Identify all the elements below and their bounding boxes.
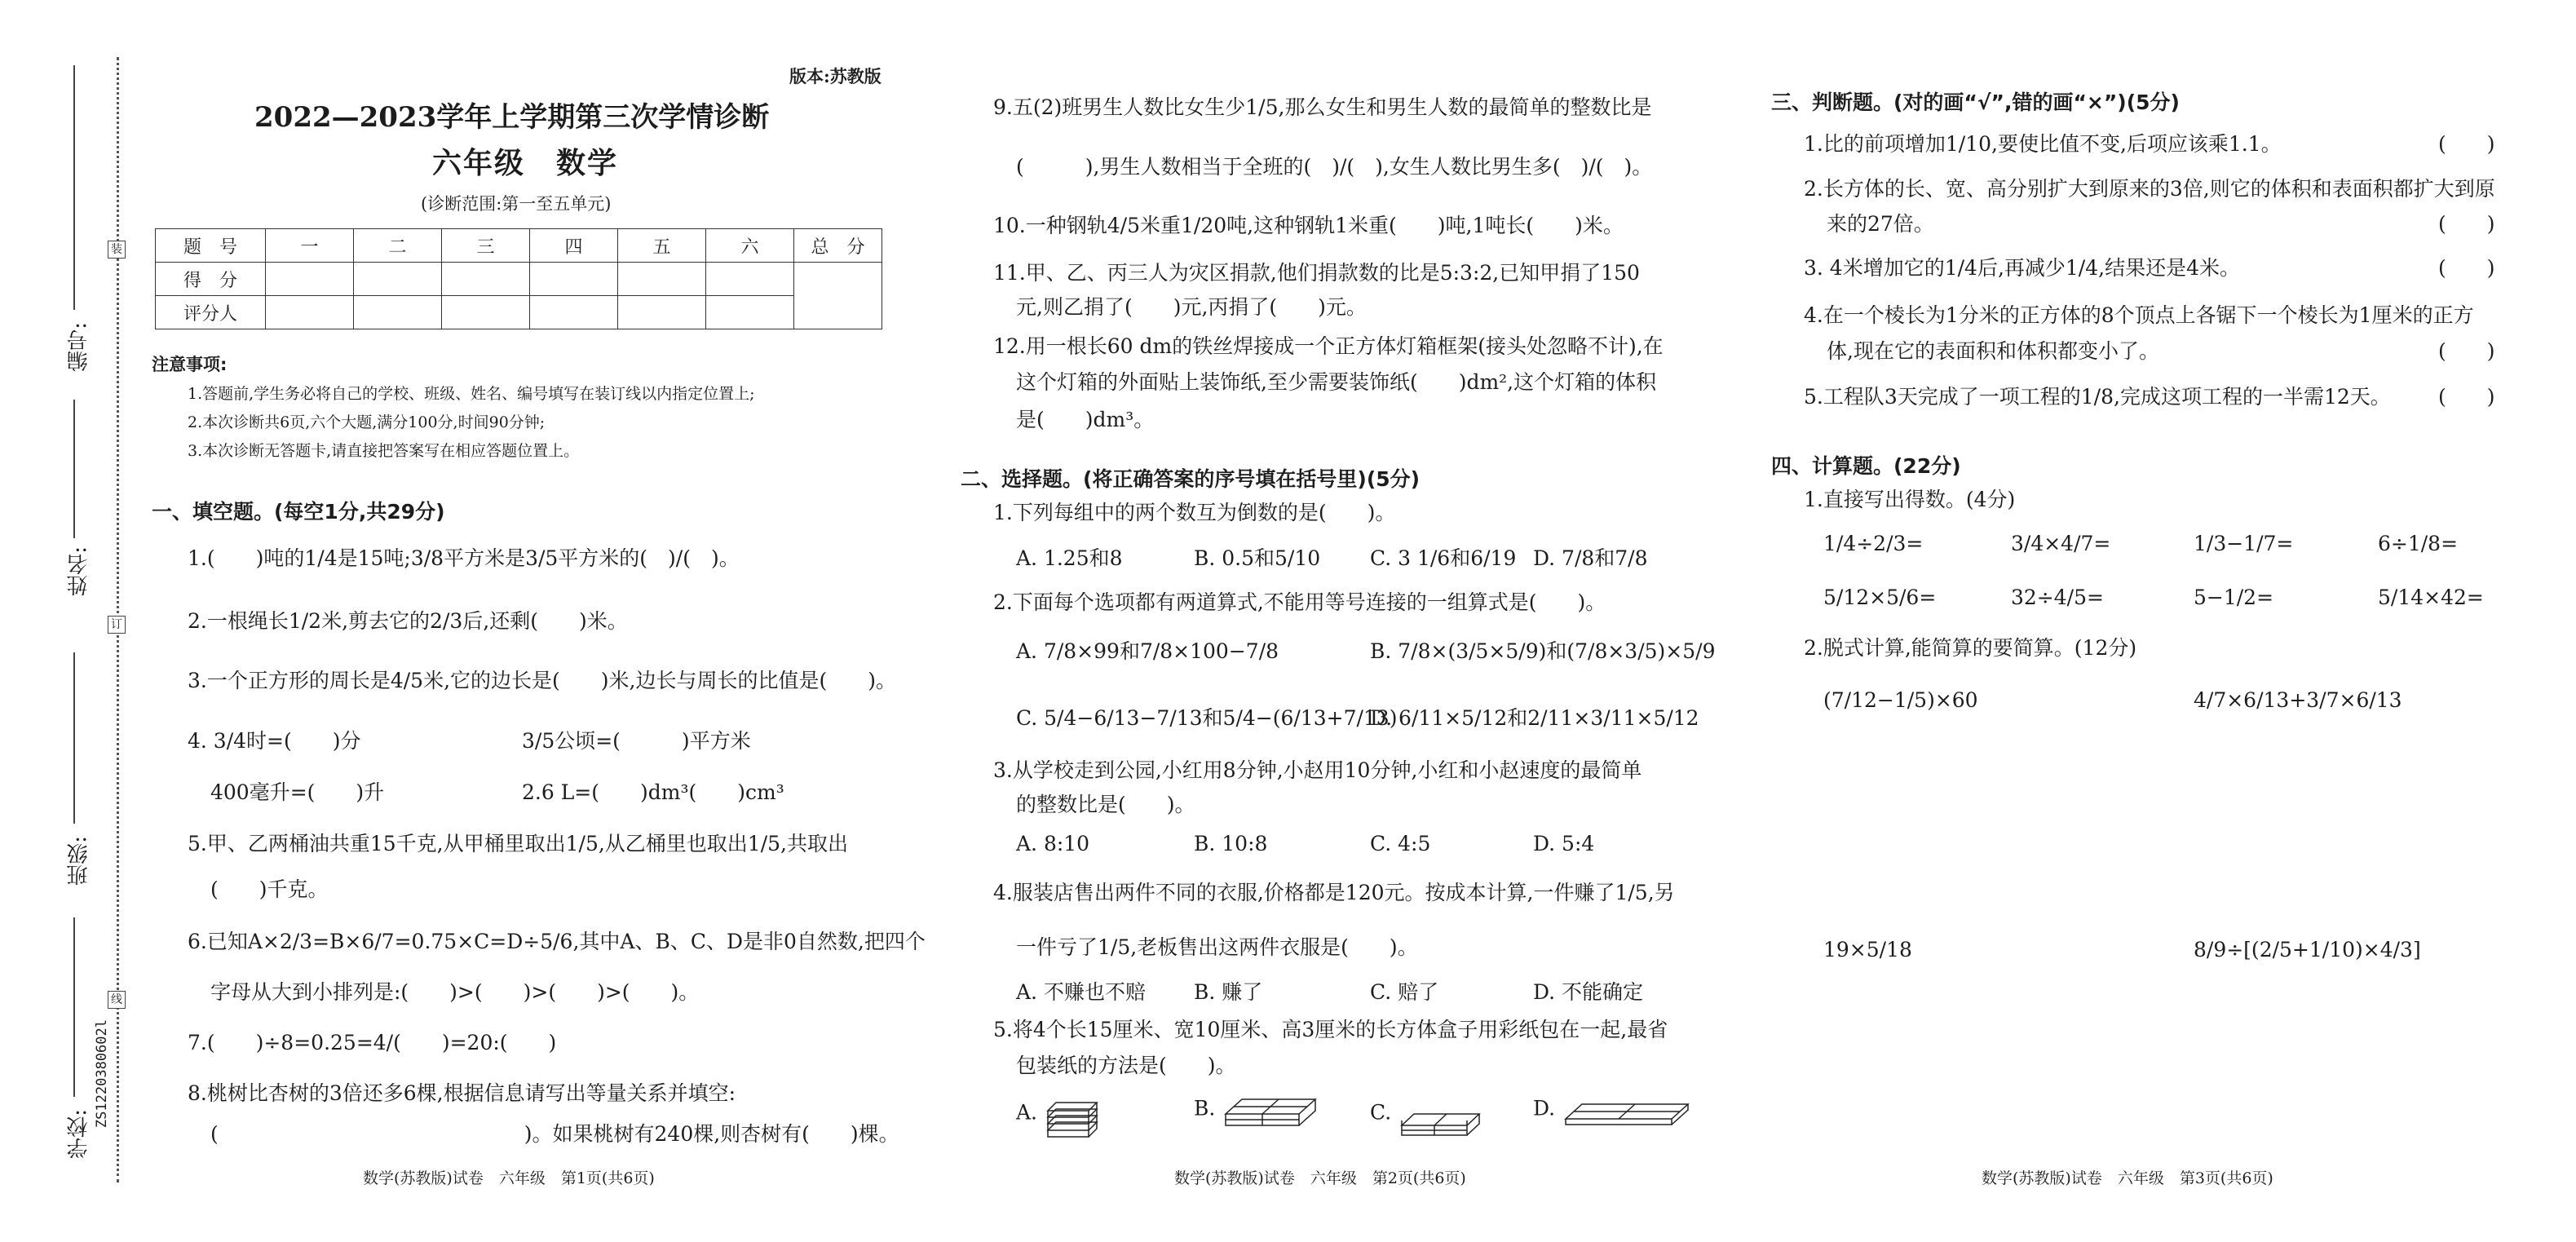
judge2b: 来的27倍。 — [1827, 212, 1934, 236]
choice2-option[interactable]: B. 7/8×(3/5×5/9)和(7/8×3/5)×5/9 — [1370, 639, 1716, 663]
q11a: 11.甲、乙、丙三人为灾区捐款,他们捐款数的比是5:3:2,已知甲捐了150 — [993, 261, 1640, 285]
flat-boxes-icon — [1562, 1090, 1692, 1130]
q11b: 元,则乙捐了( )元,丙捐了( )元。 — [1016, 295, 1367, 319]
binding-school-line[interactable] — [73, 917, 75, 1097]
score-header-cell: 六 — [706, 229, 794, 263]
score-header-cell: 五 — [618, 229, 706, 263]
q7: 7.( )÷8=0.25=4/( )=20:( ) — [188, 1031, 557, 1054]
stacked-boxes-icon — [1044, 1090, 1101, 1138]
judge4-answer[interactable]: ( ) — [2438, 339, 2495, 363]
judge5: 5.工程队3天完成了一项工程的1/8,完成这项工程的一半需12天。 — [1804, 385, 2391, 409]
choice4-option[interactable]: A. 不赚也不赔 — [1016, 980, 1146, 1004]
footer-page2: 数学(苏教版)试卷 六年级 第2页(共6页) — [1174, 1169, 1466, 1187]
version-label: 版本:苏教版 — [789, 66, 881, 86]
score-row-label: 得 分 — [156, 263, 266, 296]
score-header-cell: 题 号 — [156, 229, 266, 263]
binding-name-label: 姓名: — [67, 546, 91, 596]
two-by-two-boxes-icon — [1222, 1090, 1319, 1130]
choice2-option[interactable]: A. 7/8×99和7/8×100−7/8 — [1016, 639, 1279, 663]
judge4a: 4.在一个棱长为1分米的正方体的8个顶点上各锯下一个棱长为1厘米的正方 — [1804, 303, 2474, 327]
judge5-answer[interactable]: ( ) — [2438, 385, 2495, 409]
grader-cell[interactable] — [354, 296, 442, 329]
score-header-cell: 四 — [530, 229, 618, 263]
score-cell[interactable] — [442, 263, 530, 296]
choice1-option[interactable]: C. 3 1/6和6/19 — [1370, 546, 1517, 570]
option-d-label: D. — [1533, 1096, 1556, 1120]
q5a: 5.甲、乙两桶油共重15千克,从甲桶里取出1/5,从乙桶里也取出1/5,共取出 — [188, 832, 848, 855]
choice5a: 5.将4个长15厘米、宽10厘米、高3厘米的长方体盒子用彩纸包在一起,最省 — [993, 1018, 1668, 1041]
judge3: 3. 4米增加它的1/4后,再减少1/4,结果还是4米。 — [1804, 256, 2240, 280]
direct-calc-item[interactable]: 1/3−1/7= — [2194, 532, 2294, 555]
choice3-option[interactable]: D. 5:4 — [1533, 832, 1595, 855]
judge1: 1.比的前项增加1/10,要使比值不变,后项应该乘1.1。 — [1804, 132, 2282, 156]
section3-title: 三、判断题。(对的画“√”,错的画“×”)(5分) — [1771, 91, 2180, 114]
score-cell[interactable] — [266, 263, 354, 296]
direct-calc-item[interactable]: 5/14×42= — [2378, 586, 2484, 609]
judge4b: 体,现在它的表面积和体积都变小了。 — [1827, 339, 2159, 363]
choice1-option[interactable]: D. 7/8和7/8 — [1533, 546, 1648, 570]
choice5-option-b[interactable] — [1194, 1090, 1319, 1130]
direct-calc-item[interactable]: 5−1/2= — [2194, 586, 2274, 609]
option-c-label: C. — [1370, 1100, 1392, 1125]
choice5-option-c[interactable] — [1370, 1090, 1487, 1138]
footer-page1: 数学(苏教版)试卷 六年级 第1页(共6页) — [363, 1169, 655, 1187]
q4c: 400毫升=( )升 — [210, 780, 385, 804]
q5b: ( )千克。 — [210, 877, 329, 901]
direct-calc-item[interactable]: 1/4÷2/3= — [1823, 532, 1924, 555]
calc-part1-title: 1.直接写出得数。(4分) — [1804, 488, 2016, 511]
judge2-answer[interactable]: ( ) — [2438, 212, 2495, 236]
choice5-option-d[interactable] — [1533, 1090, 1692, 1130]
choice5b: 包装纸的方法是( )。 — [1016, 1054, 1236, 1077]
q4a: 4. 3/4时=( )分 — [188, 729, 361, 753]
calc-part2-title: 2.脱式计算,能简算的要简算。(12分) — [1804, 636, 2137, 660]
q12c: 是( )dm³。 — [1016, 408, 1155, 431]
binding-number-line[interactable] — [73, 65, 75, 310]
choice4-option[interactable]: C. 赔了 — [1370, 980, 1439, 1004]
q8b: ( )。如果桃树有240棵,则杏树有( )棵。 — [210, 1122, 899, 1146]
q2: 2.一根绳长1/2米,剪去它的2/3后,还剩( )米。 — [188, 609, 628, 633]
q9a: 9.五(2)班男生人数比女生少1/5,那么女生和男生人数的最简单的整数比是 — [993, 95, 1652, 119]
score-header-cell: 三 — [442, 229, 530, 263]
section4-title: 四、计算题。(22分) — [1771, 454, 1961, 478]
total-score-cell[interactable] — [794, 263, 882, 329]
choice2-option[interactable]: C. 5/4−6/13−7/13和5/4−(6/13+7/13) — [1016, 706, 1398, 730]
choice3b: 的整数比是( )。 — [1016, 793, 1195, 816]
judge3-answer[interactable]: ( ) — [2438, 256, 2495, 280]
choice5-option-a[interactable] — [1016, 1090, 1101, 1138]
choice1-option[interactable]: A. 1.25和8 — [1016, 546, 1123, 570]
direct-calc-item[interactable]: 6÷1/8= — [2378, 532, 2459, 555]
direct-calc-item[interactable]: 3/4×4/7= — [2011, 532, 2111, 555]
q6b: 字母从大到小排列是:( )>( )>( )>( )。 — [210, 980, 700, 1004]
score-header-cell: 二 — [354, 229, 442, 263]
stepwise-calc-item[interactable]: 19×5/18 — [1823, 938, 1912, 961]
direct-calc-item[interactable]: 5/12×5/6= — [1823, 586, 1937, 609]
notes-item: 3.本次诊断无答题卡,请直接把答案写在相应答题位置上。 — [188, 442, 580, 460]
stepwise-calc-item[interactable]: 4/7×6/13+3/7×6/13 — [2194, 688, 2402, 712]
q12b: 这个灯箱的外面贴上装饰纸,至少需要装饰纸( )dm²,这个灯箱的体积 — [1016, 370, 1657, 394]
q3: 3.一个正方形的周长是4/5米,它的边长是( )米,边长与周长的比值是( )。 — [188, 669, 896, 692]
choice4-option[interactable]: D. 不能确定 — [1533, 980, 1644, 1004]
choice3-option[interactable]: C. 4:5 — [1370, 832, 1431, 855]
q12a: 12.用一根长60 dm的铁丝焊接成一个正方体灯箱框架(接头处忽略不计),在 — [993, 334, 1664, 358]
q6a: 6.已知A×2/3=B×6/7=0.75×C=D÷5/6,其中A、B、C、D是非0自然数,把四个 — [188, 930, 926, 953]
direct-calc-item[interactable]: 32÷4/5= — [2011, 586, 2104, 609]
grader-cell[interactable] — [618, 296, 706, 329]
footer-page3: 数学(苏教版)试卷 六年级 第3页(共6页) — [1982, 1169, 2273, 1187]
binding-class-label: 班级: — [67, 836, 91, 886]
choice4-option[interactable]: B. 赚了 — [1194, 980, 1263, 1004]
exam-title: 2022—2023学年上学期第三次学情诊断 — [254, 101, 770, 134]
binding-school-label: 学校: — [67, 1109, 91, 1159]
q4b: 3/5公顷=( )平方米 — [522, 729, 751, 753]
option-a-label: A. — [1016, 1100, 1038, 1125]
choice2-option[interactable]: D. 6/11×5/12和2/11×3/11×5/12 — [1370, 706, 1699, 730]
grader-cell[interactable] — [442, 296, 530, 329]
score-table — [155, 228, 882, 329]
choice3a: 3.从学校走到公园,小红用8分钟,小赵用10分钟,小红和小赵速度的最简单 — [993, 758, 1642, 782]
exam-subtitle: 六年级 数学 — [432, 146, 619, 180]
exam-scope: (诊断范围:第一至五单元) — [421, 194, 612, 214]
q8a: 8.桃树比杏树的3倍还多6棵,根据信息请写出等量关系并填空: — [188, 1081, 736, 1105]
stepwise-calc-item[interactable]: (7/12−1/5)×60 — [1823, 688, 1978, 712]
score-header-cell: 总 分 — [794, 229, 882, 263]
side-stacked-boxes-icon — [1398, 1090, 1487, 1138]
binding-class-line[interactable] — [73, 652, 75, 824]
q1: 1.( )吨的1/4是15吨;3/8平方米是3/5平方米的( )/( )。 — [188, 546, 740, 570]
choice1: 1.下列每组中的两个数互为倒数的是( )。 — [993, 501, 1396, 524]
choice4a: 4.服装店售出两件不同的衣服,价格都是120元。按成本计算,一件赚了1/5,另 — [993, 881, 1675, 904]
grader-cell[interactable] — [706, 296, 794, 329]
option-b-label: B. — [1194, 1096, 1216, 1120]
binding-mark-ding: 订 — [108, 616, 126, 634]
score-header-cell: 一 — [266, 229, 354, 263]
choice2: 2.下面每个选项都有两道算式,不能用等号连接的一组算式是( )。 — [993, 590, 1606, 614]
binding-mark-zhuang: 装 — [108, 241, 126, 259]
binding-code: ZS1220380602l — [94, 1019, 110, 1129]
choice4b: 一件亏了1/5,老板售出这两件衣服是( )。 — [1016, 935, 1418, 959]
score-cell[interactable] — [706, 263, 794, 296]
grader-row-label: 评分人 — [156, 296, 266, 329]
q4d: 2.6 L=( )dm³( )cm³ — [522, 780, 784, 804]
judge2a: 2.长方体的长、宽、高分别扩大到原来的3倍,则它的体积和表面积都扩大到原 — [1804, 177, 2495, 201]
notes-item: 2.本次诊断共6页,六个大题,满分100分,时间90分钟; — [188, 413, 546, 431]
q9b: ( ),男生人数相当于全班的( )/( ),女生人数比男生多( )/( )。 — [1016, 155, 1653, 179]
binding-number-label: 编号: — [67, 322, 91, 372]
notes-title: 注意事项: — [152, 355, 228, 374]
choice3-option[interactable]: B. 10:8 — [1194, 832, 1268, 855]
choice1-option[interactable]: B. 0.5和5/10 — [1194, 546, 1321, 570]
q10: 10.一种钢轨4/5米重1/20吨,这种钢轨1米重( )吨,1吨长( )米。 — [993, 214, 1624, 237]
section2-title: 二、选择题。(将正确答案的序号填在括号里)(5分) — [961, 467, 1421, 491]
score-cell[interactable] — [618, 263, 706, 296]
score-cell[interactable] — [530, 263, 618, 296]
judge1-answer[interactable]: ( ) — [2438, 132, 2495, 156]
grader-cell[interactable] — [266, 296, 354, 329]
score-cell[interactable] — [354, 263, 442, 296]
grader-cell[interactable] — [530, 296, 618, 329]
choice3-option[interactable]: A. 8:10 — [1016, 832, 1090, 855]
binding-mark-xian: 线 — [108, 991, 126, 1009]
section1-title: 一、填空题。(每空1分,共29分) — [152, 500, 445, 524]
binding-name-line[interactable] — [73, 400, 75, 538]
stepwise-calc-item[interactable]: 8/9÷[(2/5+1/10)×4/3] — [2194, 938, 2421, 961]
notes-item: 1.答题前,学生务必将自己的学校、班级、姓名、编号填写在装订线以内指定位置上; — [188, 385, 755, 403]
